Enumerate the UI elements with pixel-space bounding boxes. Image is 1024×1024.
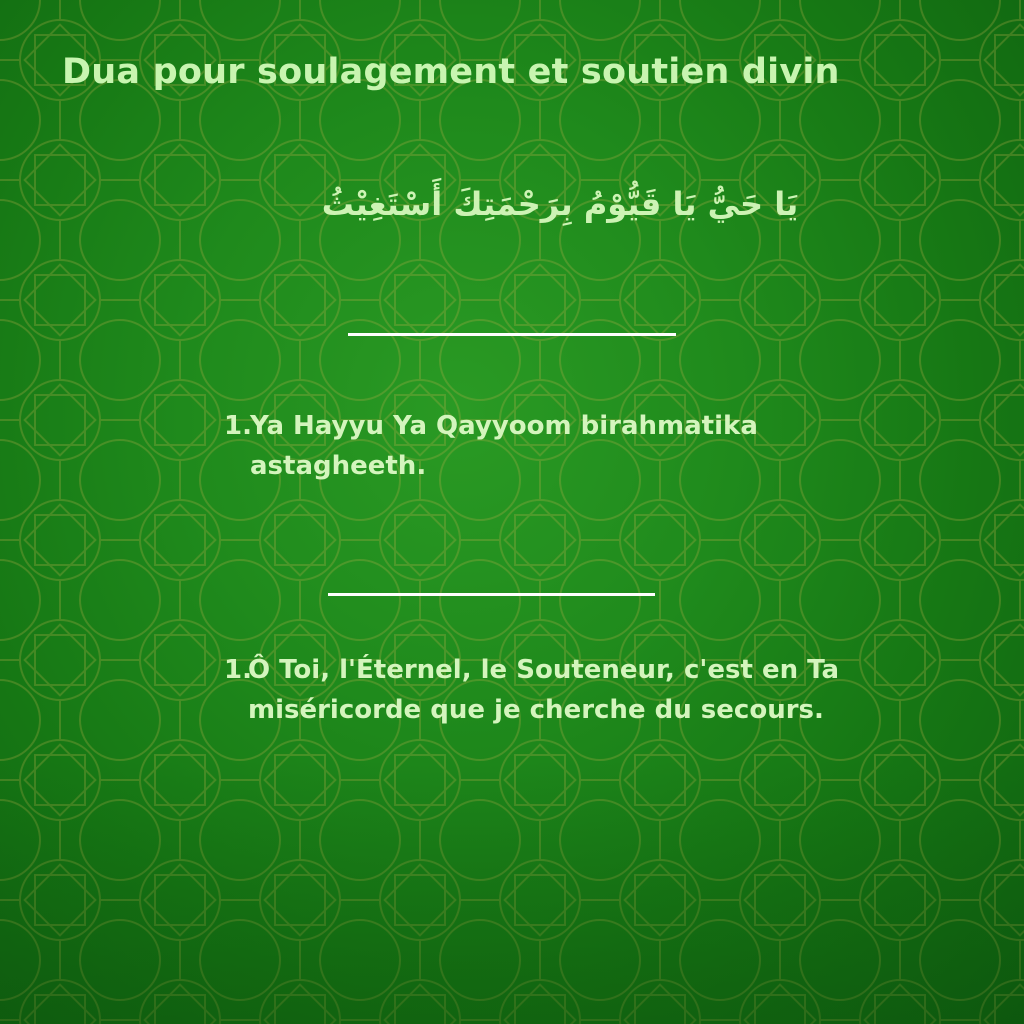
divider-middle	[328, 593, 655, 596]
translation-text: Ô Toi, l'Éternel, le Souteneur, c'est en Ta miséricorde que je cherche du secours.	[248, 655, 840, 725]
page-title: Dua pour soulagement et soutien divin	[62, 52, 840, 92]
list-number: 1.	[224, 411, 252, 441]
transliteration-text: Ya Hayyu Ya Qayyoom birahmatika astagheeth.	[250, 411, 758, 481]
bottom-shade	[0, 760, 1024, 1024]
list-number: 1.	[224, 655, 252, 685]
divider-top	[348, 333, 676, 336]
translation-item	[224, 650, 964, 790]
transliteration-item	[224, 406, 784, 496]
arabic-dua: يَا حَيُّ يَا قَيُّوْمُ بِرَحْمَتِكَ أَسْتَغِيْثُ	[321, 185, 799, 223]
